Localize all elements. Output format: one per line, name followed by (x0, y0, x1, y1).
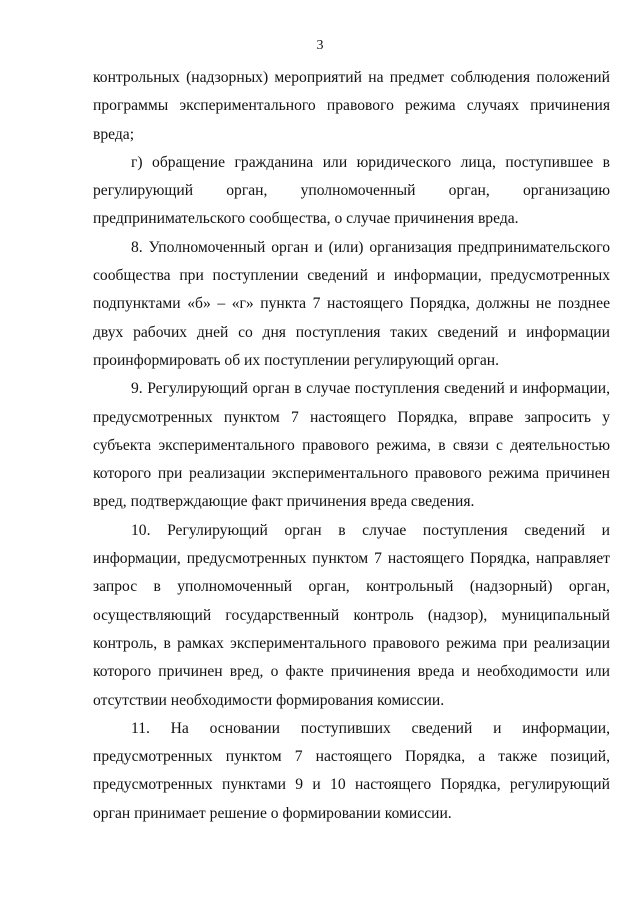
paragraph-item-11: 11. На основании поступивших сведений и информации, предусмотренных пунктом 7 настоящего Порядка, а также позиций, предусмотренных пунктами 9 и 10 настоящего Порядка, регулирующий орган принимает решение о формировании комиссии. (93, 719, 610, 822)
paragraph-item-10: 10. Регулирующий орган в случае поступления сведений и информации, предусмотренных пунктом 7 настоящего Порядка, направляет запрос в уполномоченный орган, контрольный (надзорный) орган, осуществляющий государственный контроль (надзор), муниципальный контроль, в рамках экспериментального правового режима при реализации которого причинен вред, о факте причинения вреда и необходимости или отсутствии необходимости формирования комиссии. (93, 521, 610, 709)
paragraph-continuation: контрольных (надзорных) мероприятий на предмет соблюдения положений программы экспериментального правового режима случаях причинения вреда; (93, 69, 610, 143)
document-body (93, 64, 610, 828)
paragraph-subitem-g: г) обращение гражданина или юридического лица, поступившее в регулирующий орган, уполномоченный орган, организацию предпринимательского сообщества, о случае причинения вреда. (93, 153, 610, 228)
page-number: 3 (316, 38, 324, 53)
paragraph-item-9: 9. Регулирующий орган в случае поступления сведений и информации, предусмотренных пунктом 7 настоящего Порядка, вправе запросить у субъекта экспериментального правового режима, в связи с деятельностью которого при реализации экспериментального правового режима причинен вред, подтверждающие факт причинения вреда сведения. (93, 380, 610, 511)
paragraph-item-8: 8. Уполномоченный орган и (или) организация предпринимательского сообщества при поступлении сведений и информации, предусмотренных подпунктами «б» – «г» пункта 7 настоящего Порядка, должны не позднее двух рабочих дней со дня поступления таких сведений и информации проинформировать об их поступлении регулирующий орган. (93, 238, 610, 369)
